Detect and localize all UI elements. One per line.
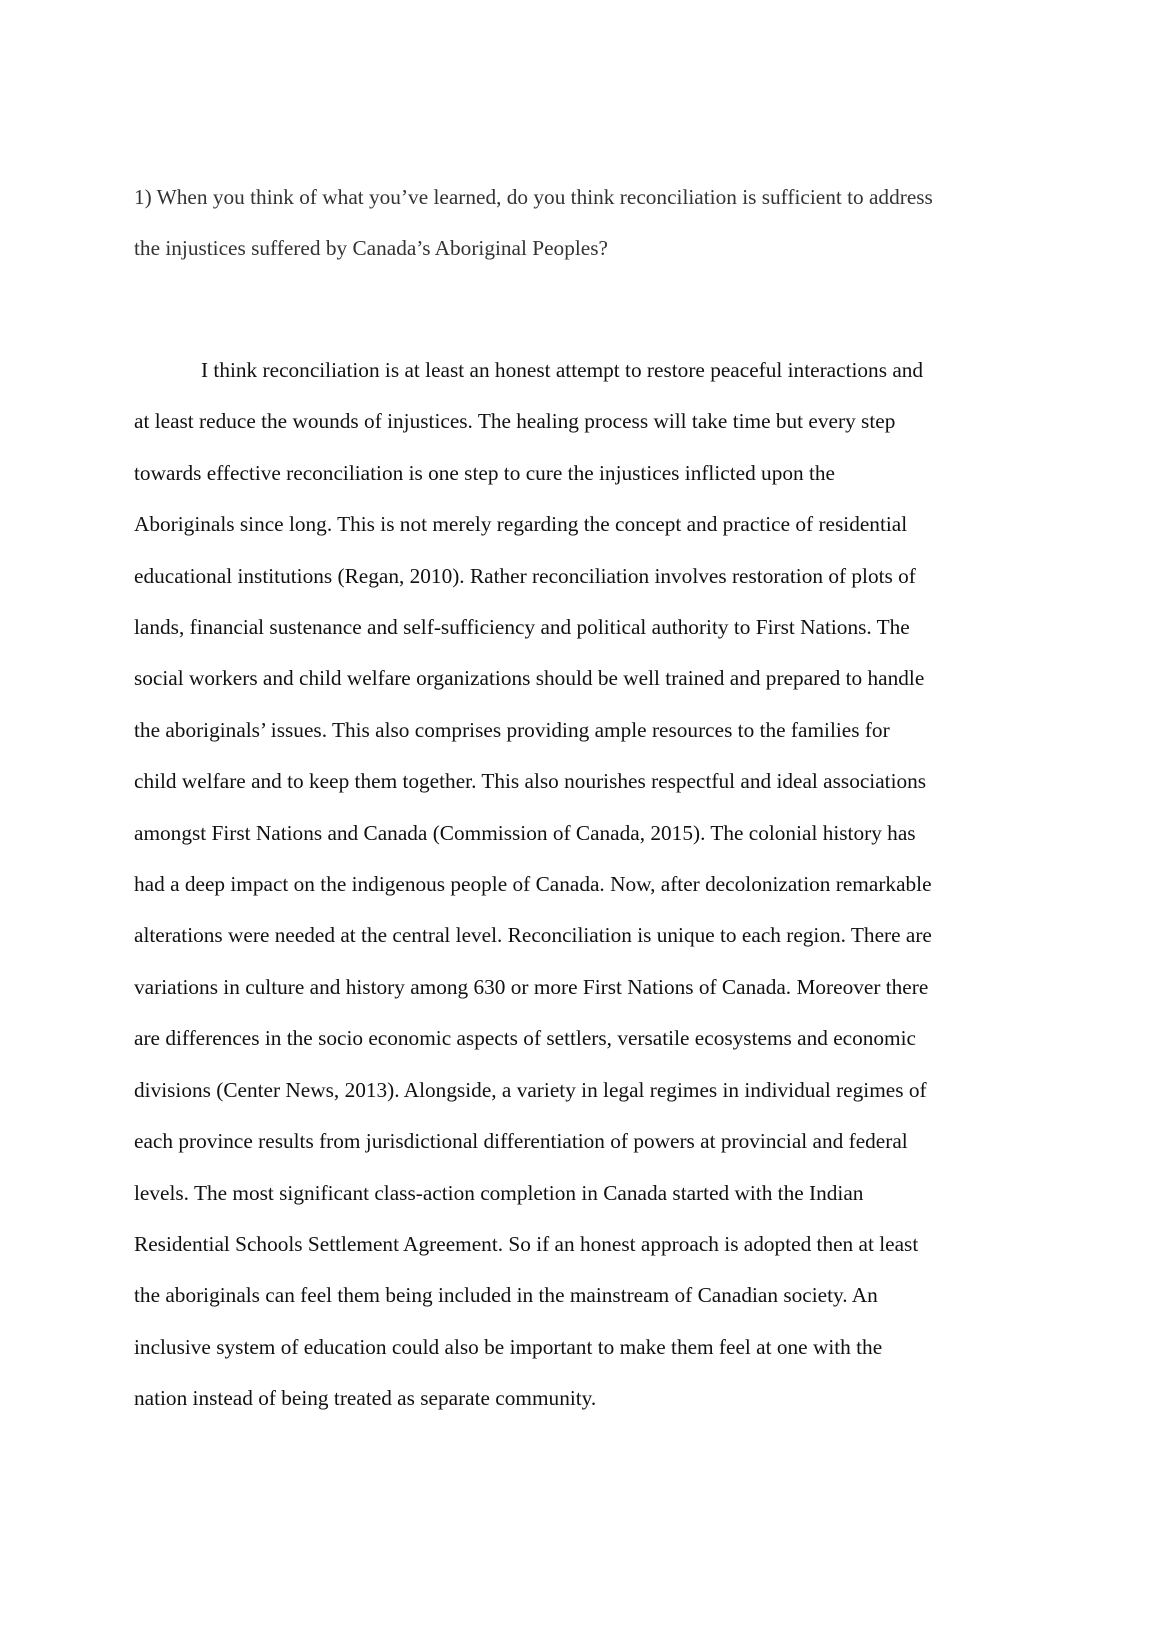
answer-line: nation instead of being treated as separate community. <box>134 1386 597 1411</box>
answer-line: educational institutions (Regan, 2010). Rather reconciliation involves restoration of plots of <box>134 563 916 588</box>
answer-line: at least reduce the wounds of injustices. The healing process will take time but every step <box>134 409 896 434</box>
question-line: the injustices suffered by Canada’s Aboriginal Peoples? <box>134 236 608 261</box>
answer-line: amongst First Nations and Canada (Commission of Canada, 2015). The colonial history has <box>134 820 916 845</box>
answer-line: the aboriginals can feel them being included in the mainstream of Canadian society. An <box>134 1283 878 1308</box>
answer-line: variations in culture and history among 630 or more First Nations of Canada. Moreover there <box>134 974 929 999</box>
answer-line: levels. The most significant class-action completion in Canada started with the Indian <box>134 1180 864 1205</box>
answer-line: social workers and child welfare organizations should be well trained and prepared to handle <box>134 666 925 691</box>
answer-line: the aboriginals’ issues. This also comprises providing ample resources to the families for <box>134 717 890 742</box>
question-paragraph <box>134 172 1034 275</box>
answer-line: are differences in the socio economic aspects of settlers, versatile ecosystems and economic <box>134 1026 916 1051</box>
answer-line: Residential Schools Settlement Agreement. So if an honest approach is adopted then at least <box>134 1231 919 1256</box>
answer-line: Aboriginals since long. This is not merely regarding the concept and practice of residential <box>134 512 908 537</box>
answer-line: inclusive system of education could also be important to make them feel at one with the <box>134 1334 883 1359</box>
answer-line: child welfare and to keep them together. This also nourishes respectful and ideal associations <box>134 769 927 794</box>
answer-line: had a deep impact on the indigenous people of Canada. Now, after decolonization remarkable <box>134 872 932 897</box>
answer-line: divisions (Center News, 2013). Alongside, a variety in legal regimes in individual regimes of <box>134 1077 927 1102</box>
answer-line: towards effective reconciliation is one step to cure the injustices inflicted upon the <box>134 460 835 485</box>
question-line: 1) When you think of what you’ve learned, do you think reconciliation is sufficient to address <box>134 185 933 209</box>
answer-line: lands, financial sustenance and self-sufficiency and political authority to First Nations. The <box>134 615 910 640</box>
answer-paragraph <box>134 345 1034 1425</box>
answer-line: each province results from jurisdictional differentiation of powers at provincial and federal <box>134 1129 908 1154</box>
answer-line: alterations were needed at the central level. Reconciliation is unique to each region. There are <box>134 923 932 948</box>
answer-line: I think reconciliation is at least an honest attempt to restore peaceful interactions and <box>201 358 924 382</box>
